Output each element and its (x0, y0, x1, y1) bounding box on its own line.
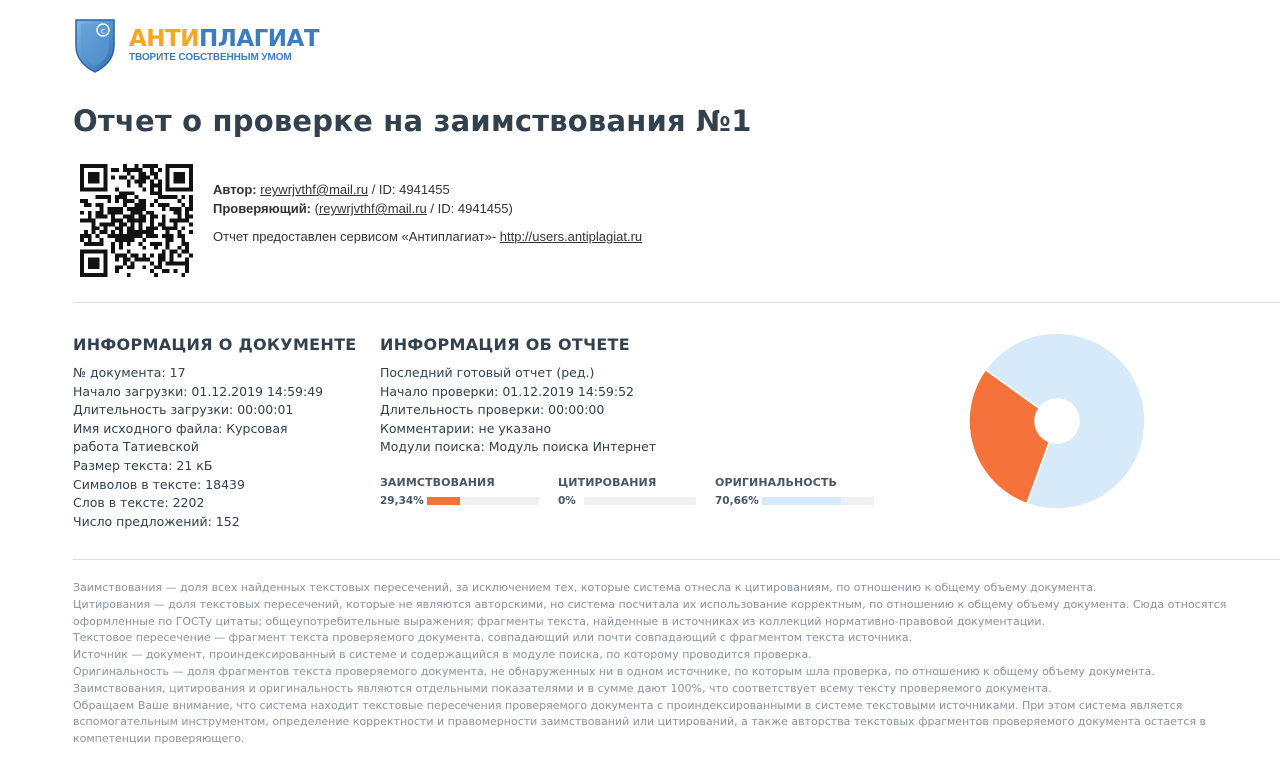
stat-originality-label: ОРИГИНАЛЬНОСТЬ (715, 476, 837, 489)
note-sum: Заимствования, цитирования и оригинальность являются отдельными показателями и в сумме дают 100%, что соответствует всему тексту проверяемого документа. (73, 681, 1052, 695)
note-borrowing: Заимствования — доля всех найденных текстовых пересечений, за исключением тех, которые система отнесла к цитированиям, по отношению к общему объему документа. (73, 581, 1097, 594)
doc-word-count: Слов в тексте: 2202 (73, 495, 205, 511)
logo-slogan: ТВОРИТЕ СОБСТВЕННЫМ УМОМ (129, 52, 292, 63)
note-originality: Оригинальность — доля фрагментов текста проверяемого документа, не обнаруженных ни в одном источнике, по которым шла проверка, по отношению к общему объему документа. (73, 664, 1155, 678)
checker-line (213, 199, 642, 218)
page-title: Отчет о проверке на заимствования №1 (73, 104, 752, 138)
checker-email-link[interactable]: reywrjvthf@mail.ru (318, 201, 427, 216)
doc-sentence-count: Число предложений: 152 (73, 513, 240, 529)
service-link[interactable]: http://users.antiplagiat.ru (499, 229, 643, 244)
report-last-ready: Последний готовый отчет (ред.) (380, 365, 595, 380)
qr-finder-pattern (80, 164, 107, 191)
doc-text-size: Размер текста: 21 кБ (73, 457, 213, 473)
author-email-link[interactable]: reywrjvthf@mail.ru (260, 182, 369, 197)
qr-code-icon (80, 164, 193, 277)
note-text-overlap: Текстовое пересечение — фрагмент текста проверяемого документа, совпадающий или почти совпадающий с фрагментом текста источника. (73, 631, 913, 645)
checker-label: Проверяющий: (213, 201, 312, 216)
checker-open: ( (311, 201, 319, 216)
author-label: Автор: (213, 182, 257, 197)
logo-name-part2: ПЛАГИАТ (199, 26, 320, 52)
stat-originality (715, 476, 874, 507)
note-attention: Обращаем Ваше внимание, что система находит текстовые пересечения проверяемого документа с проиндексированными в системе текстовыми источниками. При этом система является вспомогательным инструментом, определение корректности и правомерности заимствований или цитирований, а также авторства текстовых фрагментов проверяемого документа остается в компетенции проверяющего. (73, 698, 1207, 746)
qr-finder-pattern (80, 250, 107, 277)
qr-finder-pattern (166, 164, 193, 191)
report-comments: Комментарии: не указано (380, 420, 552, 436)
pie-chart (968, 332, 1146, 510)
checker-id: / ID: 4941455) (426, 201, 513, 216)
doc-char-count: Символов в тексте: 18439 (73, 476, 245, 492)
divider-top (73, 302, 1280, 303)
svg-text:c: c (100, 26, 106, 36)
definitions-notes (73, 580, 1253, 748)
stat-originality-bar-fill (762, 497, 841, 505)
report-check-duration: Длительность проверки: 00:00:00 (380, 402, 605, 418)
logo-name-part1: АНТИ (129, 26, 199, 52)
document-info-list (73, 364, 353, 531)
stat-originality-bar (762, 497, 874, 505)
stat-originality-value: 70,66% (715, 495, 759, 507)
shield-copyright-icon (73, 16, 117, 74)
service-text: Отчет предоставлен сервисом «Антиплагиат»- (213, 229, 500, 244)
stat-citation-bar (584, 497, 696, 505)
stat-citation-label: ЦИТИРОВАНИЯ (558, 476, 657, 489)
author-line (213, 180, 642, 199)
service-line (213, 227, 642, 246)
report-search-modules: Модули поиска: Модуль поиска Интернет (380, 439, 657, 455)
report-info-list (380, 364, 680, 457)
report-check-start: Начало проверки: 01.12.2019 14:59:52 (380, 383, 635, 399)
author-block (213, 180, 642, 246)
stat-borrowing-bar-fill (427, 497, 460, 505)
note-source: Источник — документ, проиндексированный в системе и содержащийся в модуле поиска, по которому проводится проверка. (73, 648, 812, 662)
stat-borrowing (380, 476, 539, 507)
doc-number: № документа: 17 (73, 365, 186, 380)
logo-name (129, 27, 319, 51)
stat-citation-value: 0% (558, 495, 576, 507)
doc-file-name: Имя исходного файла: Курсовая работа Татиевской (73, 420, 288, 455)
doc-upload-duration: Длительность загрузки: 00:00:01 (73, 402, 294, 418)
author-id: / ID: 4941455 (368, 182, 450, 197)
doc-upload-start: Начало загрузки: 01.12.2019 14:59:49 (73, 383, 324, 399)
report-info-title: ИНФОРМАЦИЯ ОБ ОТЧЕТЕ (380, 335, 630, 354)
note-citation: Цитирования — доля текстовых пересечений, которые не являются авторскими, но система посчитала их использование корректным, по отношению к общему объему документа. Сюда относятся оформленные по ГОСТу цитаты; общеупотребительные выражения; фрагменты текста, найденные в источниках из коллекций нормативно-правовой документации. (73, 597, 1227, 628)
stat-citation (558, 476, 696, 507)
stat-borrowing-bar (427, 497, 539, 505)
stat-borrowing-value: 29,34% (380, 495, 424, 507)
stat-borrowing-label: ЗАИМСТВОВАНИЯ (380, 476, 495, 489)
divider-bottom (73, 559, 1280, 560)
document-info-title: ИНФОРМАЦИЯ О ДОКУМЕНТЕ (73, 335, 357, 354)
logo (73, 16, 319, 74)
